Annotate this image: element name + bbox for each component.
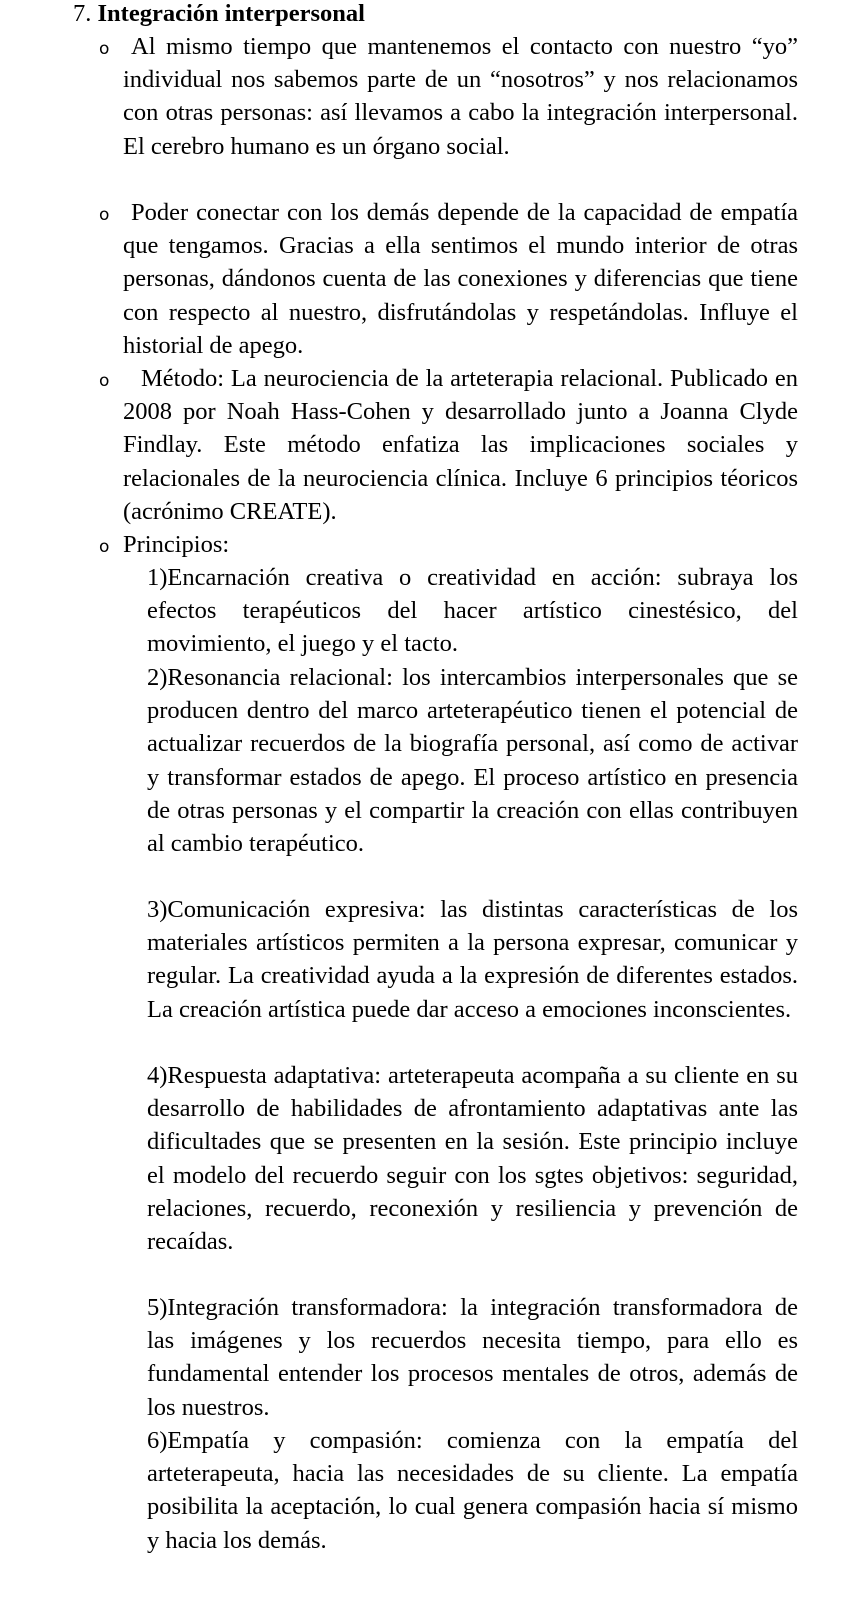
principle-2: 2)Resonancia relacional: los intercambios interpersonales que se producen dentro del marco arteterapéutico tienen el potencial de actualizar recuerdos de la biografía personal, así como de activar y transformar estados de apego. El proceso artístico en presencia de otras personas y el compartir la creación con ellas contribuyen al cambio terapéutico. — [147, 664, 798, 858]
bullet-marker: o — [99, 39, 110, 59]
bullet-paragraph-2: Poder conectar con los demás depende de la capacidad de empatía que tengamos. Gracias a ella sentimos el mundo interior de otras personas, dándonos cuenta de las conexiones y diferencias que tiene con respecto al nuestro, disfrutándolas y respetándolas. Influye el historial de apego. — [123, 199, 798, 359]
section-number: 7. — [73, 0, 92, 27]
principle-3: 3)Comunicación expresiva: las distintas características de los materiales artísticos permiten a la persona expresar, comunicar y regular. La creatividad ayuda a la expresión de diferentes estados. La creación artística puede dar acceso a emociones inconscientes. — [147, 896, 798, 1023]
bullet-marker: o — [99, 371, 110, 391]
section-title: Integración interpersonal — [97, 0, 365, 27]
principle-1: 1)Encarnación creativa o creatividad en acción: subraya los efectos terapéuticos del hacer artístico cinestésico, del movimiento, el juego y el tacto. — [147, 564, 798, 658]
bullet-marker: o — [99, 205, 110, 225]
principle-5: 5)Integración transformadora: la integración transformadora de las imágenes y los recuerdos necesita tiempo, para ello es fundamental entender los procesos mentales de otros, además de los nuestros. — [147, 1294, 798, 1421]
principle-6: 6)Empatía y compasión: comienza con la empatía del arteterapeuta, hacia las necesidades de su cliente. La empatía posibilita la aceptación, lo cual genera compasión hacia sí mismo y hacia los demás. — [147, 1427, 798, 1554]
bullet-paragraph-1: Al mismo tiempo que mantenemos el contacto con nuestro “yo” individual nos sabemos parte de un “nosotros” y nos relacionamos con otras personas: así llevamos a cabo la integración interpersonal. El cerebro humano es un órgano social. — [123, 33, 798, 160]
bullet-paragraph-4: Principios: — [123, 531, 230, 558]
bullet-paragraph-3: Método: La neurociencia de la arteterapia relacional. Publicado en 2008 por Noah Hass-Cohen y desarrollado junto a Joanna Clyde Findlay. Este método enfatiza las implicaciones sociales y relacionales de la neurociencia clínica. Incluye 6 principios téoricos (acrónimo CREATE). — [123, 365, 798, 525]
bullet-marker: o — [99, 537, 110, 557]
section-heading — [73, 0, 365, 30]
principle-4: 4)Respuesta adaptativa: arteterapeuta acompaña a su cliente en su desarrollo de habilidades de afrontamiento adaptativas ante las dificultades que se presenten en la sesión. Este principio incluye el modelo del recuerdo seguir con los sgtes objetivos: seguridad, relaciones, recuerdo, reconexión y resiliencia y prevención de recaídas. — [147, 1062, 798, 1256]
